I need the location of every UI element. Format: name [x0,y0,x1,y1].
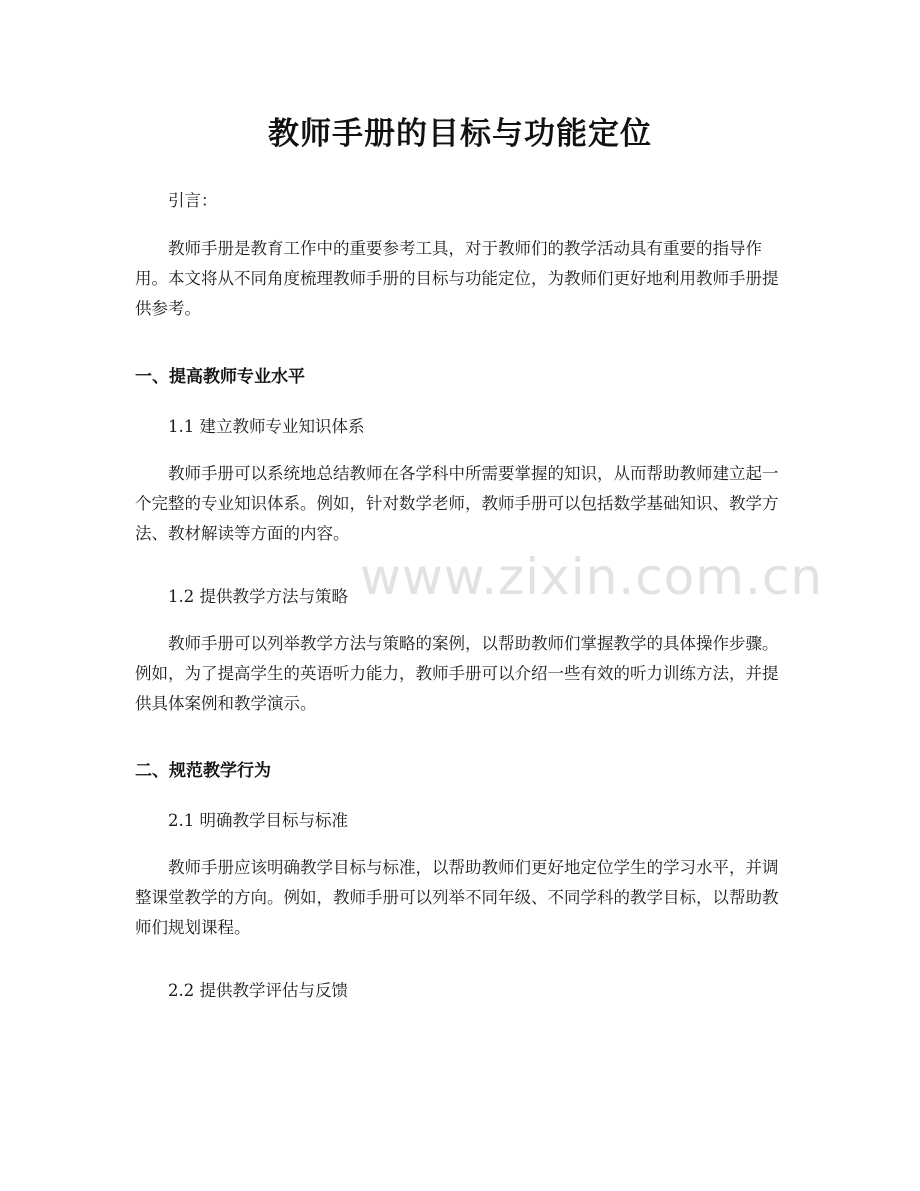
intro-paragraph: 教师手册是教育工作中的重要参考工具，对于教师们的教学活动具有重要的指导作用。本文将从不同角度梳理教师手册的目标与功能定位，为教师们更好地利用教师手册提供参考。 [135,239,779,318]
subsection-1-1-heading: 1.1 建立教师专业知识体系 [168,417,365,436]
watermark-text: www.zixin.com.cn [360,548,824,606]
intro-label: 引言： [168,191,218,210]
subsection-2-1-heading: 2.1 明确教学目标与标准 [168,811,348,830]
subsection-2-2-heading: 2.2 提供教学评估与反馈 [168,981,348,1000]
subsection-1-2-paragraph: 教师手册可以列举教学方法与策略的案例，以帮助教师们掌握教学的具体操作步骤。例如，为了提高学生的英语听力能力，教师手册可以介绍一些有效的听力训练方法，并提供具体案例和教学演示。 [135,634,779,713]
section-2-heading: 二、规范教学行为 [135,761,271,781]
section-1-heading: 一、提高教师专业水平 [135,367,305,387]
subsection-1-2-heading: 1.2 提供教学方法与策略 [168,587,348,606]
document-title: 教师手册的目标与功能定位 [268,116,652,152]
subsection-2-1-paragraph: 教师手册应该明确教学目标与标准，以帮助教师们更好地定位学生的学习水平，并调整课堂教学的方向。例如，教师手册可以列举不同年级、不同学科的教学目标，以帮助教师们规划课程。 [135,858,779,937]
subsection-1-1-paragraph: 教师手册可以系统地总结教师在各学科中所需要掌握的知识，从而帮助教师建立起一个完整的专业知识体系。例如，针对数学老师，教师手册可以包括数学基础知识、教学方法、教材解读等方面的内容。 [135,464,779,543]
